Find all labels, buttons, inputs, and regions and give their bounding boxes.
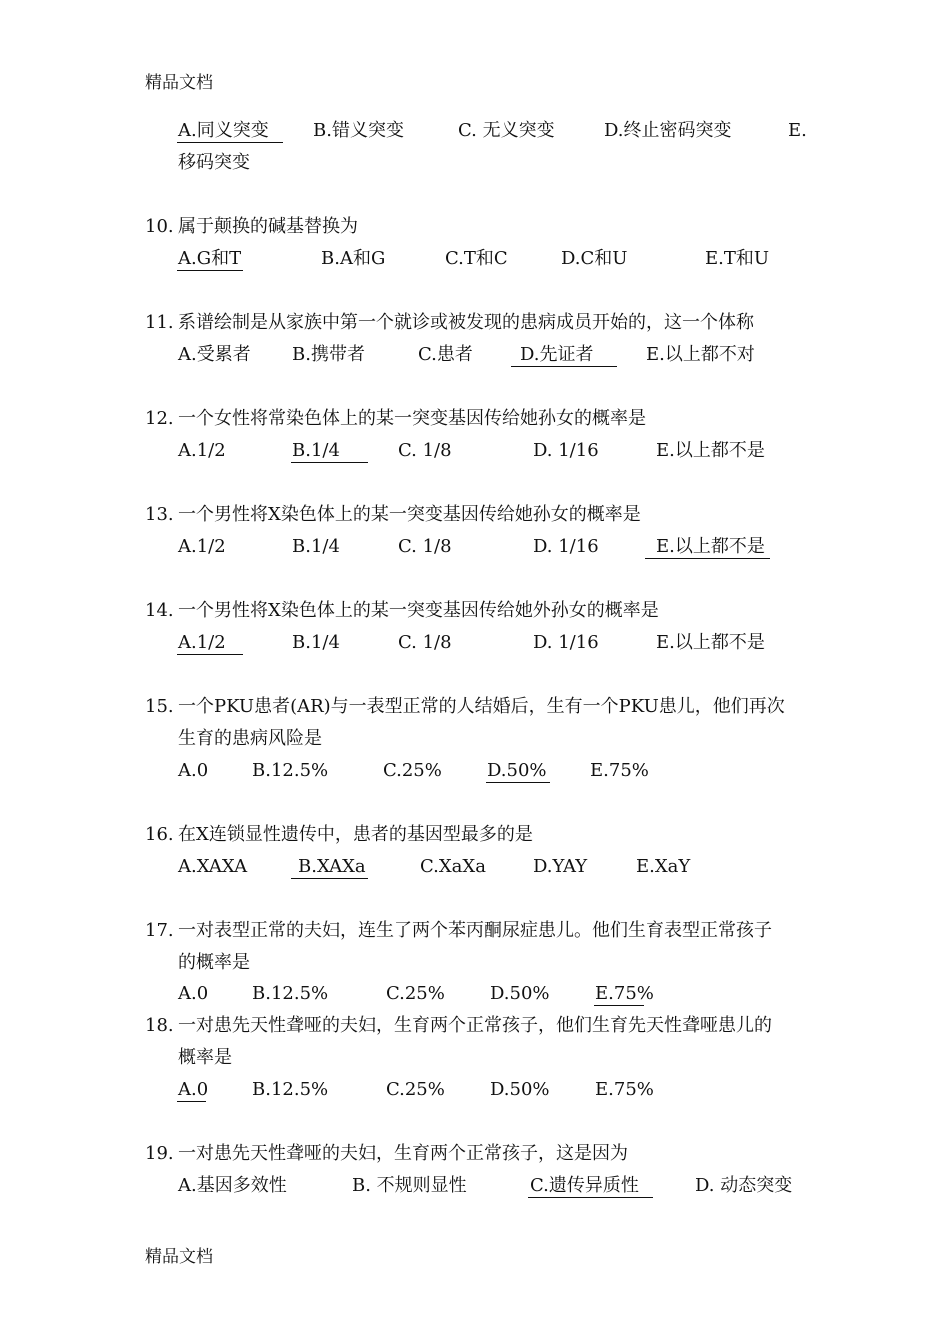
option-c: C.遗传异质性: [530, 1175, 639, 1196]
option-c: C.25%: [386, 983, 445, 1004]
option-b: B.12.5%: [252, 760, 329, 781]
page-footer: 精品文档: [145, 1247, 213, 1267]
option-a: A.1/2: [178, 536, 226, 557]
answer-underline: [291, 878, 368, 879]
page-header: 精品文档: [145, 73, 213, 93]
answer-underline: [645, 558, 770, 559]
option-d: D.50%: [490, 1079, 550, 1100]
question-stem-line-2: 的概率是: [178, 952, 250, 973]
option-d: D. 1/16: [533, 632, 599, 653]
answer-underline: [511, 366, 617, 367]
option-b: B.XAXa: [298, 856, 366, 877]
answer-underline: [177, 270, 243, 271]
question-stem: 一对患先天性聋哑的夫妇，生育两个正常孩子，他们生育先天性聋哑患儿的: [178, 1015, 772, 1036]
option-d: D.YAY: [533, 856, 588, 877]
option-e: E.75%: [590, 760, 649, 781]
option-c: C. 1/8: [398, 632, 452, 653]
option-d: D. 1/16: [533, 536, 599, 557]
question-stem: 一对患先天性聋哑的夫妇，生育两个正常孩子，这是因为: [178, 1143, 628, 1164]
answer-underline: [486, 782, 550, 783]
question-stem: 在X连锁显性遗传中，患者的基因型最多的是: [178, 824, 533, 845]
option-b: B.12.5%: [252, 983, 329, 1004]
option-a: A.0: [178, 760, 209, 781]
question-stem: 一个男性将X染色体上的某一突变基因传给她外孙女的概率是: [178, 600, 659, 621]
question-stem: 属于颠换的碱基替换为: [178, 216, 358, 237]
q9-answer-underline: [177, 142, 283, 143]
question-stem: 一个男性将X染色体上的某一突变基因传给她孙女的概率是: [178, 504, 641, 525]
option-e: E.以上都不是: [656, 440, 765, 461]
question-stem: 一对表型正常的夫妇，连生了两个苯丙酮尿症患儿。他们生育表型正常孩子: [178, 920, 772, 941]
option-a: A.XAXA: [178, 856, 248, 877]
question-number: 14.: [145, 600, 174, 621]
option-b: B.携带者: [292, 344, 365, 365]
option-e: E.75%: [595, 983, 654, 1004]
option-e: E.75%: [595, 1079, 654, 1100]
question-stem: 一个PKU患者(AR)与一表型正常的人结婚后，生有一个PKU患儿，他们再次: [178, 696, 785, 717]
option-e: E.XaY: [636, 856, 691, 877]
answer-underline: [528, 1197, 653, 1198]
answer-underline: [594, 1005, 644, 1006]
option-c: C.T和C: [445, 248, 508, 269]
option-a: A.0: [178, 983, 209, 1004]
option-e: E.以上都不对: [646, 344, 755, 365]
question-stem-line-2: 生育的患病风险是: [178, 728, 322, 749]
option-c: C.XaXa: [420, 856, 486, 877]
option-d: D. 动态突变: [695, 1175, 793, 1196]
option-b: B.1/4: [292, 632, 340, 653]
question-number: 17.: [145, 920, 174, 941]
option-b: B.1/4: [292, 536, 340, 557]
option-d: D.先证者: [520, 344, 594, 365]
option-a: A.1/2: [178, 632, 226, 653]
q9-option-c: C. 无义突变: [458, 120, 555, 141]
answer-underline: [177, 654, 243, 655]
option-b: B.12.5%: [252, 1079, 329, 1100]
question-stem: 系谱绘制是从家族中第一个就诊或被发现的患病成员开始的，这一个体称: [178, 312, 754, 333]
option-c: C.患者: [418, 344, 473, 365]
question-number: 13.: [145, 504, 174, 525]
question-number: 15.: [145, 696, 174, 717]
option-a: A.1/2: [178, 440, 226, 461]
option-b: B.1/4: [292, 440, 340, 461]
option-a: A.0: [178, 1079, 209, 1100]
q9-option-d: D.终止密码突变: [604, 120, 732, 141]
question-number: 11.: [145, 312, 174, 333]
option-a: A.G和T: [178, 248, 242, 269]
question-number: 19.: [145, 1143, 174, 1164]
option-c: C. 1/8: [398, 536, 452, 557]
q9-option-b: B.错义突变: [313, 120, 404, 141]
q9-option-e: E.: [788, 120, 807, 141]
option-e: E.T和U: [705, 248, 770, 269]
q9-option-e-wrap: 移码突变: [178, 152, 250, 173]
option-d: D.C和U: [561, 248, 628, 269]
option-a: A.受累者: [178, 344, 251, 365]
question-stem: 一个女性将常染色体上的某一突变基因传给她孙女的概率是: [178, 408, 646, 429]
option-a: A.基因多效性: [178, 1175, 287, 1196]
option-d: D. 1/16: [533, 440, 599, 461]
question-number: 18.: [145, 1015, 174, 1036]
option-c: C.25%: [386, 1079, 445, 1100]
question-number: 16.: [145, 824, 174, 845]
q9-option-a: A.同义突变: [178, 120, 269, 141]
option-b: B.A和G: [321, 248, 386, 269]
option-b: B. 不规则显性: [352, 1175, 467, 1196]
question-stem-line-2: 概率是: [178, 1047, 232, 1068]
option-d: D.50%: [490, 983, 550, 1004]
answer-underline: [291, 462, 368, 463]
option-d: D.50%: [487, 760, 547, 781]
option-e: E.以上都不是: [656, 536, 765, 557]
question-number: 10.: [145, 216, 174, 237]
option-c: C.25%: [383, 760, 442, 781]
option-c: C. 1/8: [398, 440, 452, 461]
answer-underline: [177, 1101, 206, 1102]
question-number: 12.: [145, 408, 174, 429]
option-e: E.以上都不是: [656, 632, 765, 653]
